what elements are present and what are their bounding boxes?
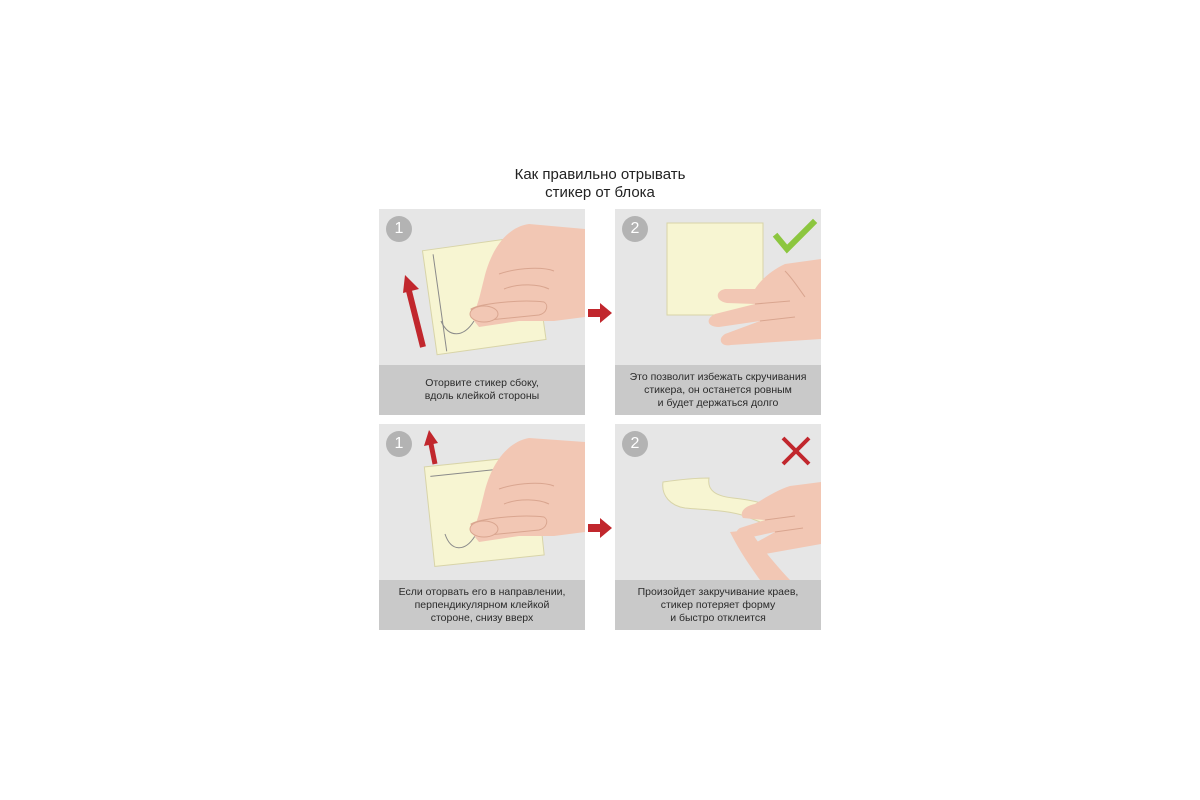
caption-line: Оторвите стикер сбоку, <box>425 377 539 389</box>
caption-line: и быстро отклеится <box>670 611 766 624</box>
step-caption <box>615 365 821 415</box>
panel-wrong-step-1 <box>379 424 585 630</box>
up-arrow-icon <box>424 430 438 464</box>
step-caption <box>379 365 585 415</box>
caption-line: и будет держаться долго <box>657 396 779 409</box>
caption-line: Произойдет закручивание краев, <box>637 585 799 598</box>
panel-correct-step-1 <box>379 209 585 415</box>
step-caption <box>379 580 585 630</box>
step-number-badge: 1 <box>386 216 412 242</box>
check-icon <box>777 223 813 249</box>
step-number-badge: 1 <box>386 431 412 457</box>
step-number-badge: 2 <box>622 216 648 242</box>
title-line-1: Как правильно отрывать <box>514 166 686 183</box>
caption-line: перпендикулярном клейкой <box>414 598 550 611</box>
page-title <box>400 166 800 202</box>
caption-line: вдоль клейкой стороны <box>424 390 540 402</box>
step-number-badge: 2 <box>622 431 648 457</box>
next-arrow-icon <box>588 303 614 323</box>
caption-line: Это позволит избежать скручивания <box>629 370 807 383</box>
caption-line: стикера, он останется ровным <box>644 383 792 396</box>
cross-icon <box>783 438 809 464</box>
caption-line: Если оторвать его в направлении, <box>398 585 566 598</box>
up-arrow-icon <box>403 275 423 347</box>
next-arrow-icon <box>588 518 614 538</box>
panel-wrong-step-2 <box>615 424 821 630</box>
panel-correct-step-2 <box>615 209 821 415</box>
caption-line: стороне, снизу вверх <box>430 611 534 624</box>
title-line-2: стикер от блока <box>545 184 655 201</box>
step-caption <box>615 580 821 630</box>
caption-line: стикер потеряет форму <box>660 598 776 611</box>
